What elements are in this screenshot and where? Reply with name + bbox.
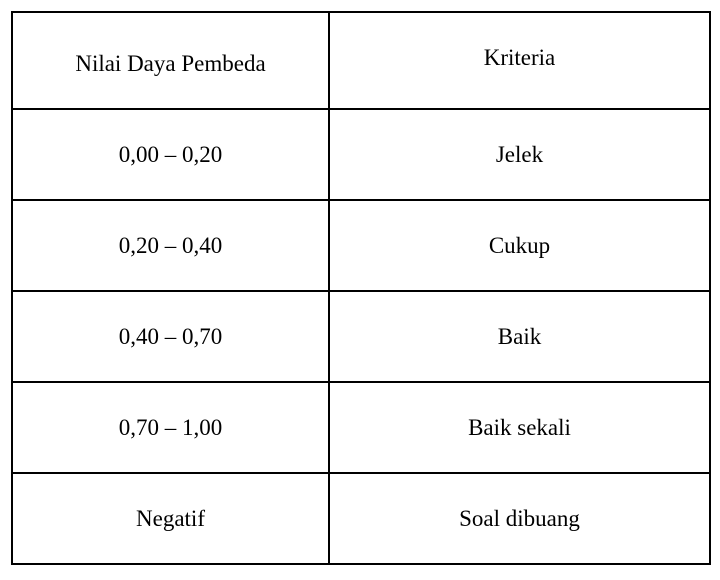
cell-kriteria: Baik sekali — [329, 382, 710, 473]
cell-kriteria: Jelek — [329, 109, 710, 200]
cell-kriteria: Baik — [329, 291, 710, 382]
table-row — [12, 109, 710, 200]
table-row — [12, 382, 710, 473]
header-nilai-daya-pembeda: Nilai Daya Pembeda — [12, 12, 329, 109]
header-kriteria: Kriteria — [329, 12, 710, 109]
cell-kriteria: Cukup — [329, 200, 710, 291]
discrimination-criteria-table — [11, 11, 711, 565]
cell-nilai-range: Negatif — [12, 473, 329, 564]
cell-nilai-range: 0,00 – 0,20 — [12, 109, 329, 200]
table-header-row — [12, 12, 710, 109]
table-row — [12, 291, 710, 382]
cell-nilai-range: 0,40 – 0,70 — [12, 291, 329, 382]
cell-nilai-range: 0,70 – 1,00 — [12, 382, 329, 473]
cell-kriteria: Soal dibuang — [329, 473, 710, 564]
cell-nilai-range: 0,20 – 0,40 — [12, 200, 329, 291]
table-row — [12, 200, 710, 291]
table-row — [12, 473, 710, 564]
